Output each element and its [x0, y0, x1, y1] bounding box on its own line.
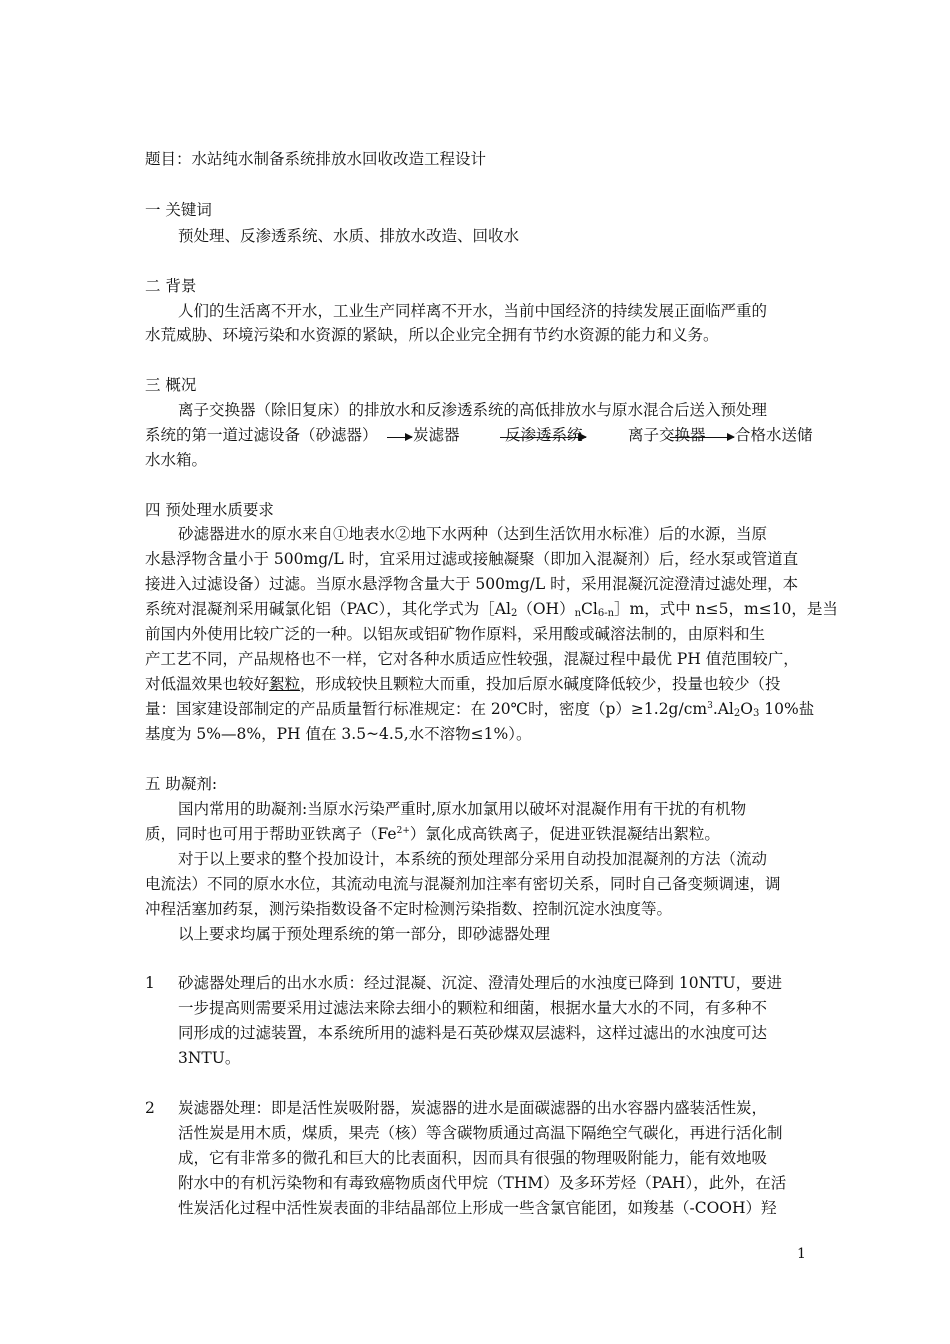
subscript: 6-n [597, 608, 615, 619]
paragraph-line: 电流法）不同的原水水位，其流动电流与混凝剂加注率有密切关系，同时自己备变频调速，调 [145, 875, 781, 893]
paragraph-line: 产工艺不同，产品规格也不一样，它对各种水质适应性较强，混凝过程中最优 PH 值范围较广， [145, 650, 799, 668]
paragraph-line [145, 827, 720, 843]
text-span: .Al [712, 700, 734, 718]
text-span: 10%盐 [759, 700, 815, 718]
paragraph-line: 砂滤器进水的原水来自①地表水②地下水两种（达到生活饮用水标准）后的水源，当原 [178, 525, 768, 543]
text-span: 系统对混凝剂采用碱氯化铝（PAC），其化学式为［Al [145, 600, 511, 618]
flow-step-storage: 合格水送储 [735, 426, 813, 444]
text-span: 质，同时也可用于帮助亚铁离子（Fe [145, 825, 397, 843]
paragraph-line: 前国内外使用比较广泛的一种。以铝灰或铝矿物作原料，采用酸或碱溶法制的，由原料和生 [145, 625, 766, 643]
paragraph-line: 水水箱。 [145, 451, 208, 469]
superscript: 3 [707, 701, 713, 711]
section-5-heading: 五 助凝剂: [145, 775, 218, 793]
section-3-heading: 三 概况 [145, 376, 197, 394]
keywords-text: 预处理、反渗透系统、水质、排放水改造、回收水 [178, 227, 520, 245]
list-item-number: 2 [145, 1099, 155, 1117]
text-span: 量：国家建设部制定的产品质量暂行标准规定：在 20℃时，密度（p）≥1.2g/cm [145, 700, 708, 718]
text-span: Cl [581, 600, 598, 618]
subscript: n [574, 608, 582, 619]
section-1-heading: 一 关键词 [145, 201, 212, 219]
list-item-number: 1 [145, 974, 155, 992]
flow-step-carbon-filter: 炭滤器 [413, 426, 460, 444]
paragraph-line [145, 677, 781, 693]
paragraph-line: 冲程活塞加药泵，测污染指数设备不定时检测污染指数、控制沉淀水浊度等。 [145, 900, 673, 918]
text-span: （OH） [517, 600, 575, 618]
document-title: 题目：水站纯水制备系统排放水回收改造工程设计 [145, 150, 487, 168]
paragraph-line: 系统的第一道过滤设备（砂滤器） [145, 426, 378, 444]
text-span: O [740, 700, 753, 718]
flow-step-ion-exchanger: 离子交换器 [628, 426, 706, 444]
section-2-heading: 二 背景 [145, 277, 197, 295]
text-span: 对低温效果也较好 [145, 675, 270, 693]
list-item-line: 性炭活化过程中活性炭表面的非结晶部位上形成一些含氯官能团，如羧基（-COOH）羟 [178, 1199, 777, 1217]
flow-step-ro-system: 反渗透系统 [505, 426, 583, 444]
paragraph-line: 国内常用的助凝剂:当原水污染严重时,原水加氯用以破坏对混凝作用有干扰的有机物 [178, 800, 747, 818]
text-span: ］m，式中 n≤5，m≤10，是当 [614, 600, 838, 618]
text-span: ）氯化成高铁离子，促进亚铁混凝结出絮粒。 [409, 825, 720, 843]
subscript: 2 [510, 608, 518, 619]
paragraph-line: 基度为 5%—8%，PH 值在 3.5~4.5,水不溶物≤1%）。 [145, 725, 532, 743]
paragraph-line: 对于以上要求的整个投加设计，本系统的预处理部分采用自动投加混凝剂的方法（流动 [178, 850, 768, 868]
flow-arrow-icon [387, 437, 412, 438]
paragraph-line: 人们的生活离不开水，工业生产同样离不开水，当前中国经济的持续发展正面临严重的 [178, 302, 768, 320]
list-item-line: 同形成的过滤装置，本系统所用的滤料是石英砂煤双层滤料，这样过滤出的水浊度可达 [178, 1024, 768, 1042]
section-4-heading: 四 预处理水质要求 [145, 501, 274, 519]
list-item-line: 一步提高则需要采用过滤法来除去细小的颗粒和细菌，根据水量大水的不同，有多种不 [178, 999, 768, 1017]
list-item-line: 炭滤器处理：即是活性炭吸附器，炭滤器的进水是面碳滤器的出水容器内盛装活性炭， [178, 1099, 768, 1117]
subscript: 3 [752, 708, 760, 719]
paragraph-line [145, 702, 814, 719]
paragraph-line: 接进入过滤设备）过滤。当原水悬浮物含量大于 500mg/L 时，采用混凝沉淀澄清过滤处理，本 [145, 575, 799, 593]
superscript: 2+ [396, 826, 410, 836]
page-number: 1 [797, 1246, 806, 1262]
text-span: ，形成较快且颗粒大而重，投加后原水碱度降低较少，投量也较少（投 [300, 675, 781, 693]
list-item-line: 砂滤器处理后的出水水质：经过混凝、沉淀、澄清处理后的水浊度已降到 10NTU，要进 [178, 974, 783, 992]
paragraph-line: 水荒威胁、环境污染和水资源的紧缺，所以企业完全拥有节约水资源的能力和义务。 [145, 326, 719, 344]
paragraph-line: 以上要求均属于预处理系统的第一部分，即砂滤器处理 [178, 925, 551, 943]
subscript: 2 [733, 708, 741, 719]
list-item-line: 成，它有非常多的微孔和巨大的比表面积，因而具有很强的物理吸附能力，能有效地吸 [178, 1149, 768, 1167]
list-item-line: 活性炭是用木质，煤质，果壳（核）等含碳物质通过高温下隔绝空气碳化，再进行活化制 [178, 1124, 783, 1142]
paragraph-line-formula [145, 602, 838, 619]
underlined-term: 絮粒 [269, 675, 301, 693]
paragraph-line: 水悬浮物含量小于 500mg/L 时，宜采用过滤或接触凝聚（即加入混凝剂）后，经水泵或管道直 [145, 550, 799, 568]
paragraph-line: 离子交换器（除旧复床）的排放水和反渗透系统的高低排放水与原水混合后送入预处理 [178, 401, 768, 419]
list-item-line: 3NTU。 [178, 1049, 241, 1067]
list-item-line: 附水中的有机污染物和有毒致癌物质卤代甲烷（THM）及多环芳烃（PAH），此外，在活 [178, 1174, 787, 1192]
